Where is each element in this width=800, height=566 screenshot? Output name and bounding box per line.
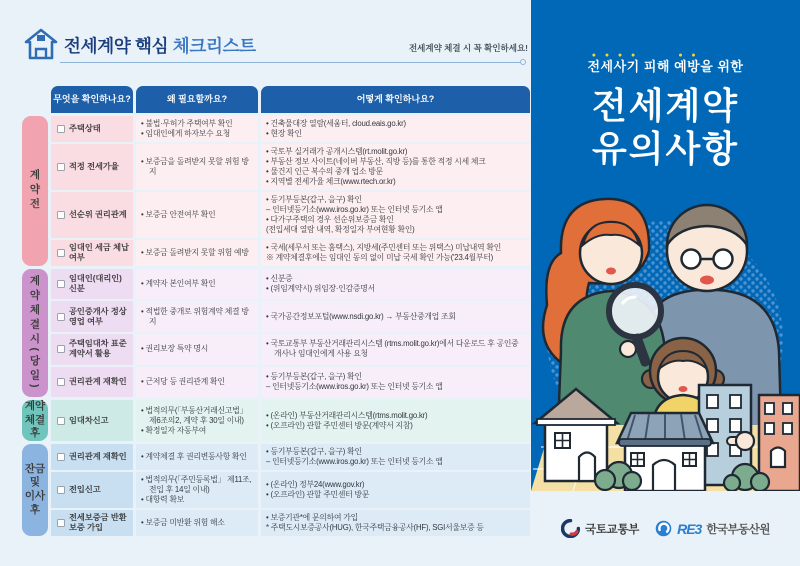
tagline-word-emphasized: 예방 <box>674 59 701 74</box>
checkbox[interactable] <box>57 280 65 288</box>
table-body <box>22 116 530 536</box>
how-cell: • 등기부등본(갑구, 을구) 확인 – 인터넷등기소(www.iros.go.kr) 또는 인터넷 등기소 앱 <box>261 444 530 470</box>
poster-title-line1: 전세계약 <box>591 85 740 126</box>
group-label: 계약 체결 후 <box>22 400 48 441</box>
why-cell: • 권리보장 특약 명시 <box>136 334 258 365</box>
checklist-item <box>51 367 133 398</box>
checklist-item <box>51 269 133 300</box>
table-header-row <box>22 86 530 113</box>
page-title <box>64 33 256 58</box>
group-label: 계약체결시(당일) <box>22 269 48 398</box>
why-cell: • 불법·무허가 주택여부 확인 • 임대인에게 하자보수 요청 <box>136 116 258 142</box>
checkbox[interactable] <box>57 486 65 494</box>
checkbox[interactable] <box>57 345 65 353</box>
poster-title <box>531 84 800 170</box>
item-label: 주택상태 <box>69 124 101 134</box>
item-label: 선순위 권리관계 <box>69 209 127 219</box>
poster-tagline <box>531 52 800 75</box>
item-label: 권리관계 재확인 <box>69 452 127 462</box>
molit-logo <box>561 519 639 538</box>
molit-symbol-icon <box>561 519 580 538</box>
how-cell: • 국토부 실거래가 공개시스템(rt.molit.go.kr) • 부동산 정보 사이트(네이버 부동산, 직방 등)를 통한 적정 시세 체크 • 물건지 인근 복수의 중개 업소 방문 • 지역별 전세가율 체크(www.rtech.or.kr) <box>261 144 530 190</box>
checkbox[interactable] <box>57 417 65 425</box>
reb-logo <box>655 520 770 537</box>
checkbox[interactable] <box>57 519 65 527</box>
why-cell: • 계약자 본인여부 확인 <box>136 269 258 300</box>
checklist-item <box>51 240 133 266</box>
group-contract-day <box>22 269 530 398</box>
why-cell: • 근저당 등 권리관계 확인 <box>136 367 258 398</box>
reb-label: 한국부동산원 <box>706 523 770 536</box>
checkbox[interactable] <box>57 211 65 219</box>
checklist-item <box>51 472 133 508</box>
how-cell: • 국토교통부 부동산거래관리시스템 (rtms.molit.go.kr)에서 다운로드 후 공인중개사나 임대인에게 사용 요청 <box>261 334 530 365</box>
top-note: 전세계약 체결 시 꼭 확인하세요! <box>408 43 528 53</box>
checklist-table <box>22 86 530 539</box>
how-cell: • 국가공간정보포털(www.nsdi.go.kr) → 부동산중개업 조회 <box>261 301 530 332</box>
how-cell: • (온라인) 정부24(www.gov.kr) • (오프라인) 관할 주민센터 방문 <box>261 472 530 508</box>
tagline-mid: 피해 <box>639 59 675 74</box>
tagline-tail: 을 위한 <box>700 59 744 74</box>
group-after-contract <box>22 400 530 441</box>
item-label: 임대차신고 <box>69 415 109 425</box>
item-label: 주택임대차 표준계약서 활용 <box>69 339 127 359</box>
how-cell: • 신분증 • (위임계약시) 위임장·인감증명서 <box>261 269 530 300</box>
how-cell: • 국세(세무서 또는 홈택스), 지방세(주민센터 또는 위택스) 미납내역 확인 ※ 계약체결후에는 임대인 동의 없이 미납 국세 확인 가능('23.4월부터) <box>261 240 530 266</box>
checkbox[interactable] <box>57 249 65 257</box>
checklist-item <box>51 301 133 332</box>
why-cell: • 적법한 중개로 위험계약 체결 방지 <box>136 301 258 332</box>
page-title-light: 체크리스트 <box>168 36 256 56</box>
checklist-item <box>51 116 133 142</box>
poster-title-line2: 유의사항 <box>591 128 740 170</box>
why-cell: • 보증금 미반환 위험 해소 <box>136 510 258 536</box>
checklist-item <box>51 144 133 190</box>
footer-logos <box>531 491 800 566</box>
checkbox[interactable] <box>57 313 65 321</box>
checkbox[interactable] <box>57 453 65 461</box>
item-label: 권리관계 재확인 <box>69 376 127 386</box>
page-title-bold: 전세계약 핵심 <box>64 36 169 56</box>
group-before-contract <box>22 116 530 266</box>
tagline-word-emphasized: 전세사기 <box>587 59 640 74</box>
promo-panel <box>531 0 800 491</box>
reb-wordmark: RE3 <box>677 520 702 537</box>
item-label: 적정 전세가율 <box>69 161 119 171</box>
why-cell: • 보증금 안전여부 확인 <box>136 192 258 238</box>
why-cell: • 법적의무(「부동산거래신고법」 제6조의2, 계약 후 30일 이내) • 확정일자 자동부여 <box>136 400 258 441</box>
item-label: 임대인(대리인) 신분 <box>69 274 122 293</box>
why-cell: • 보증금을 돌려받지 못할 위험 방지 <box>136 144 258 190</box>
title-underline <box>60 62 522 63</box>
group-label: 잔금 및 이사 후 <box>22 444 48 536</box>
checklist-item <box>51 192 133 238</box>
how-cell: • 건축물대장 열람(세움터, cloud.eais.go.kr) • 현장 확인 <box>261 116 530 142</box>
item-label: 공인중개사 정상영업 여부 <box>69 306 127 326</box>
house-icon <box>24 27 58 61</box>
molit-label: 국토교통부 <box>585 523 640 536</box>
how-cell: • 보증기관*에 문의하여 가입 * 주택도시보증공사(HUG), 한국주택금융공사(HF), SGI서울보증 등 <box>261 510 530 536</box>
title-underline-dot <box>520 59 526 65</box>
reb-symbol-icon <box>655 520 672 537</box>
column-header-what: 무엇을 확인하나요? <box>51 86 133 113</box>
checklist-item <box>51 510 133 536</box>
family-illustration <box>531 189 800 491</box>
header-spacer <box>22 86 48 113</box>
group-label: 계약전 <box>22 116 48 266</box>
checkbox[interactable] <box>57 125 65 133</box>
column-header-how: 어떻게 확인하나요? <box>261 86 530 113</box>
item-label: 전입신고 <box>69 485 101 495</box>
how-cell: • (온라인) 부동산거래관리시스템(rtms.molit.go.kr) • (오프라인) 관할 주민센터 방문(계약서 지참) <box>261 400 530 441</box>
checkbox[interactable] <box>57 163 65 171</box>
group-after-movein <box>22 444 530 536</box>
checklist-item <box>51 400 133 441</box>
how-cell: • 등기부등본(갑구, 을구) 확인 – 인터넷등기소(www.iros.go.kr) 또는 인터넷 등기소 앱 <box>261 367 530 398</box>
item-label: 임대인 세금 체납 여부 <box>69 242 129 262</box>
column-header-why: 왜 필요할까요? <box>136 86 258 113</box>
why-cell: • 보증금 돌려받지 못할 위험 예방 <box>136 240 258 266</box>
why-cell: • 계약체결 후 권리변동사항 확인 <box>136 444 258 470</box>
why-cell: • 법적의무(「주민등록법」 제11조, 전입 후 14일 이내) • 대항력 확보 <box>136 472 258 508</box>
item-label: 전세보증금 반환보증 가입 <box>69 513 127 532</box>
checklist-item <box>51 444 133 470</box>
checkbox[interactable] <box>57 378 65 386</box>
how-cell: • 등기부등본(갑구, 을구) 확인 – 인터넷등기소(www.iros.go.kr) 또는 인터넷 등기소 앱 • 다가구주택의 경우 선순위보증금 확인 (전입세대 열람 내역, 확정일자 부여현황 확인) <box>261 192 530 238</box>
checklist-item <box>51 334 133 365</box>
